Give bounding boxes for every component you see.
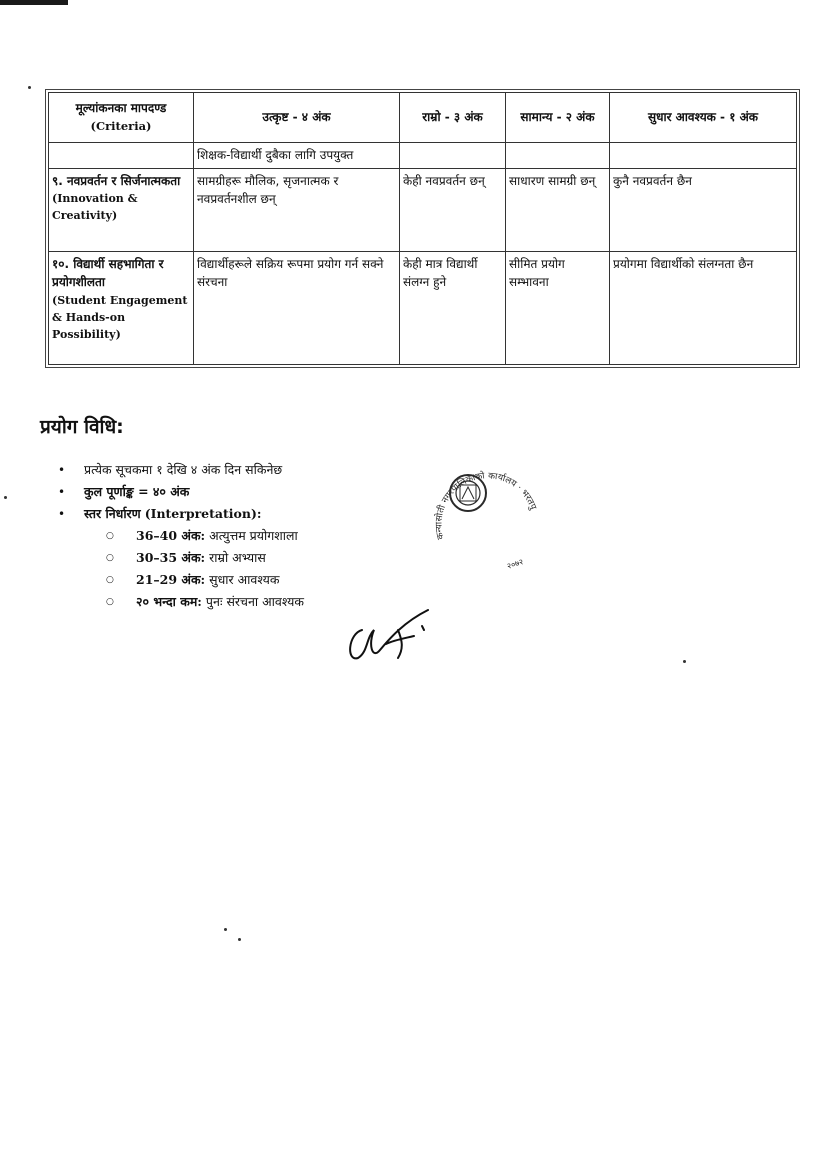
level-item: ○ 36–40 अंक: अत्युत्तम प्रयोगशाला	[84, 525, 478, 547]
good-cell: केही नवप्रवर्तन छन्	[400, 168, 506, 251]
table-row	[49, 143, 797, 169]
usage-title: प्रयोग विधि:	[40, 416, 124, 438]
scan-edge-mark	[0, 0, 68, 5]
table-header-row	[49, 93, 797, 143]
header-excellent: उत्कृष्ट - ४ अंक	[194, 93, 400, 143]
table-row	[49, 251, 797, 364]
average-cell: सीमित प्रयोग सम्भावना	[506, 251, 610, 364]
rubric-table	[48, 92, 797, 365]
interpretation-en: (Interpretation):	[144, 506, 262, 521]
level-item: ○ 21–29 अंक: सुधार आवश्यक	[84, 569, 478, 591]
table-row	[49, 168, 797, 251]
criterion-cell	[49, 251, 194, 364]
list-item: • कुल पूर्णाङ्क = ४० अंक	[58, 481, 478, 503]
scan-speck	[683, 660, 686, 663]
scan-speck	[238, 938, 241, 941]
table-cell	[49, 143, 194, 169]
scan-speck	[28, 86, 31, 89]
criterion-np: ९. नवप्रवर्तन र सिर्जनात्मकता	[52, 173, 181, 188]
criterion-np: १०. विद्यार्थी सहभागिता र प्रयोगशीलता	[52, 256, 164, 290]
level-item: ○ २० भन्दा कम: पुनः संरचना आवश्यक	[84, 591, 478, 613]
excellent-cell: सामग्रीहरू मौलिक, सृजनात्मक र नवप्रवर्तनशील छन्	[194, 168, 400, 251]
header-good: राम्रो - ३ अंक	[400, 93, 506, 143]
seal-text: कन्यासोती नगरपालिकाको कार्यालय · भरतपुर	[434, 471, 538, 541]
table-cell	[506, 143, 610, 169]
list-item: • प्रत्येक सूचकमा १ देखि ४ अंक दिन सकिनेछ	[58, 459, 478, 481]
criterion-cell	[49, 168, 194, 251]
needs-improvement-cell: प्रयोगमा विद्यार्थीको संलग्नता छैन	[610, 251, 797, 364]
good-cell: केही मात्र विद्यार्थी संलग्न हुने	[400, 251, 506, 364]
table-cell	[610, 143, 797, 169]
official-seal-stamp	[420, 455, 550, 585]
header-needs-improvement: सुधार आवश्यक - १ अंक	[610, 93, 797, 143]
header-criteria: मूल्यांकनका मापदण्ड (Criteria)	[49, 93, 194, 143]
criterion-en: (Student Engagement & Hands-on Possibility)	[52, 293, 188, 341]
signature	[338, 600, 448, 670]
average-cell: साधारण सामग्री छन्	[506, 168, 610, 251]
list-item	[58, 503, 478, 613]
svg-text:कन्यासोती नगरपालिकाको कार्यालय	[420, 455, 538, 547]
header-average: सामान्य - २ अंक	[506, 93, 610, 143]
table-cell	[400, 143, 506, 169]
needs-improvement-cell: कुनै नवप्रवर्तन छैन	[610, 168, 797, 251]
interpretation-label: स्तर निर्धारण	[84, 506, 141, 521]
usage-list	[58, 459, 478, 613]
criterion-en: (Innovation & Creativity)	[52, 192, 138, 223]
scan-speck	[224, 928, 227, 931]
seal-year: २०७२	[505, 557, 525, 571]
table-cell: शिक्षक-विद्यार्थी दुबैका लागि उपयुक्त	[194, 143, 400, 169]
scan-speck	[4, 496, 7, 499]
level-item: ○ 30–35 अंक: राम्रो अभ्यास	[84, 547, 478, 569]
excellent-cell: विद्यार्थीहरूले सक्रिय रूपमा प्रयोग गर्न सक्ने संरचना	[194, 251, 400, 364]
